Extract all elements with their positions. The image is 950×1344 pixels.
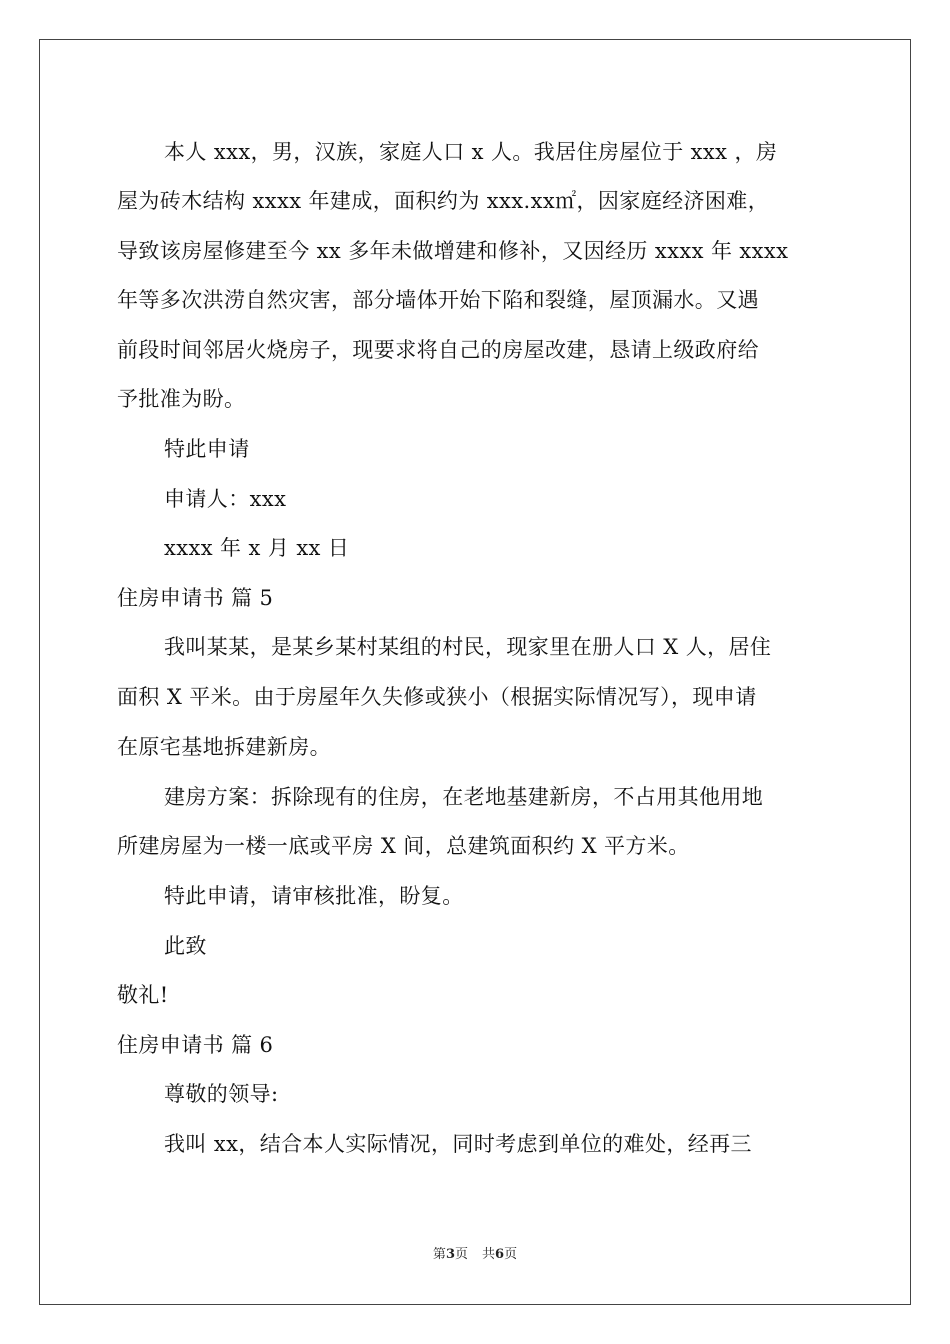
- applicant-line: 申请人：xxx: [164, 487, 287, 511]
- page-label-post: 页: [454, 1247, 468, 1262]
- paragraph-line: 面积 X 平米。由于房屋年久失修或狭小（根据实际情况写），现申请: [117, 685, 757, 709]
- page-border: [39, 39, 911, 1305]
- closing-text: 特此申请: [164, 437, 250, 461]
- paragraph-line: 导致该房屋修建至今 xx 多年未做增建和修补，又因经历 xxxx 年 xxxx: [117, 239, 789, 263]
- paragraph-line: 本人 xxx，男，汉族，家庭人口 x 人。我居住房屋位于 xxx ，房: [164, 140, 778, 164]
- page-footer: [0, 1246, 950, 1264]
- paragraph-line: 我叫某某，是某乡某村某组的村民，现家里在册人口 X 人，居住: [164, 635, 772, 659]
- paragraph-line: 我叫 xx，结合本人实际情况，同时考虑到单位的难处，经再三: [164, 1132, 752, 1156]
- total-label-post: 页: [504, 1247, 518, 1262]
- page-label-pre: 第: [432, 1247, 446, 1262]
- total-pages: 6: [495, 1247, 505, 1262]
- respect-text: 敬礼!: [117, 983, 169, 1007]
- section-heading: 住房申请书 篇 5: [117, 586, 274, 610]
- paragraph-line: 建房方案：拆除现有的住房，在老地基建新房，不占用其他用地: [164, 785, 764, 809]
- closing-text: 特此申请，请审核批准，盼复。: [164, 884, 464, 908]
- paragraph-line: 予批准为盼。: [117, 387, 246, 411]
- paragraph-line: 所建房屋为一楼一底或平房 X 间，总建筑面积约 X 平方米。: [117, 834, 690, 858]
- paragraph-line: 在原宅基地拆建新房。: [117, 735, 331, 759]
- greeting-text: 尊敬的领导:: [164, 1082, 279, 1106]
- section-heading: 住房申请书 篇 6: [117, 1033, 274, 1057]
- paragraph-line: 屋为砖木结构 xxxx 年建成，面积约为 xxx.xx㎡，因家庭经济困难，: [117, 189, 770, 213]
- date-line: xxxx 年 x 月 xx 日: [164, 536, 350, 560]
- paragraph-line: 前段时间邻居火烧房子，现要求将自己的房屋改建，恳请上级政府给: [117, 338, 759, 362]
- total-label-pre: 共: [482, 1247, 496, 1262]
- salutation-text: 此致: [164, 934, 207, 958]
- paragraph-line: 年等多次洪涝自然灾害，部分墙体开始下陷和裂缝，屋顶漏水。又遇: [117, 288, 759, 312]
- page-number: 3: [445, 1247, 455, 1262]
